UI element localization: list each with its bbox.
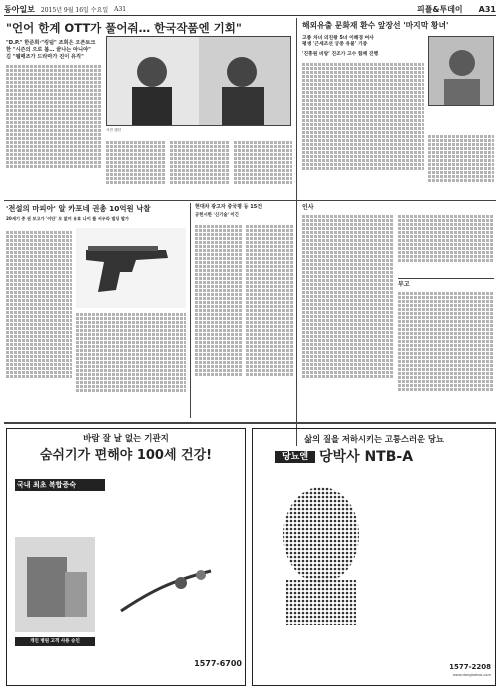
story4-body-2 — [246, 224, 294, 416]
story3-body-2 — [76, 312, 186, 412]
right-story-headline: 해외유출 문화재 환수 앞장선 '마지막 황녀' — [302, 21, 449, 30]
ad-left-headline: 숨쉬기가 편해야 100세 건강! — [39, 448, 213, 463]
top-story-subhead-1: "D.P." 한준희·"킹덤" 조희은 오픈토크 — [6, 40, 96, 46]
people-list-2 — [398, 214, 494, 274]
ad-left-product: 국내 최초 복합증숙 — [15, 479, 105, 491]
column-rule — [296, 18, 297, 446]
right-story-subhead-1: 고종 차녀 의친왕 5녀 이해경 여사 — [302, 36, 374, 41]
ad-left-illustration — [111, 561, 239, 621]
ad-right-tagline: 삶의 질을 저하시키는 고통스러운 당뇨 — [304, 434, 444, 444]
page-number: A31 — [478, 4, 496, 14]
ad-right-phone[interactable]: 1577-2208 — [449, 663, 491, 671]
halftone-portrait-icon — [261, 475, 381, 625]
ad-right-brand: 당뇨엔 — [275, 451, 315, 463]
top-story-body-3 — [170, 140, 230, 195]
obit-rule — [398, 278, 494, 279]
story4-headline: 현대차 광고자 중국평 등 15건 — [195, 204, 263, 210]
product-box-icon — [15, 537, 95, 632]
ad-left-footnote — [15, 649, 145, 681]
ad-left-phone[interactable]: 1577-6700 — [194, 659, 242, 668]
story3-subhead: 20세기 중 권 보고가 '이단' 모 없어 유효 나이 플 서우라 빌딩 발가 — [6, 216, 129, 221]
people-list — [302, 214, 394, 419]
top-story-body — [6, 64, 101, 194]
people-title: 인사 — [302, 204, 314, 211]
story4-subhead: 공헌시한 '신기술' 이긴 — [195, 213, 239, 218]
pistol-icon — [76, 228, 186, 308]
right-story-subhead-3: '진흥원 비랑' 진조가 고수 함께 진행 — [302, 52, 379, 57]
obit-title: 부고 — [398, 281, 410, 288]
top-story-subheads — [6, 40, 101, 60]
story3-headline: '전설의 마피아' 알 카포네 권총 10억원 낙찰 — [6, 204, 151, 213]
issue-date: 2015년 9월 16일 수요일 — [40, 6, 109, 14]
right-story-subheads — [302, 36, 422, 48]
top-story-photo — [106, 36, 291, 126]
ad-left-copy — [15, 495, 95, 535]
section-title: 피플&투데이 — [417, 4, 463, 14]
ad-left[interactable] — [6, 428, 246, 686]
column-rule-2 — [190, 203, 191, 418]
newspaper-name: 동아일보 — [4, 4, 35, 14]
top-story-body-4 — [234, 140, 292, 195]
story3-body — [6, 230, 72, 415]
right-story-photo — [428, 36, 494, 106]
portrait-photo — [429, 37, 494, 106]
ad-right-web[interactable]: www.dangbaksa.com — [452, 673, 491, 677]
right-story-body — [302, 62, 424, 197]
obit-list — [398, 291, 494, 419]
right-story-body-2 — [428, 134, 494, 198]
pistol-photo — [76, 228, 186, 308]
ad-left-description — [107, 479, 239, 559]
ad-divider — [4, 422, 496, 424]
story4-body — [195, 224, 243, 416]
section-rule — [4, 200, 496, 201]
page-header — [4, 3, 496, 16]
ad-left-product-photo — [15, 537, 95, 632]
ad-left-badge: 개인 병원 고객 사용 승인 — [15, 637, 95, 646]
top-story-body-2 — [106, 140, 166, 195]
issue-number: A31 — [114, 5, 127, 13]
ad-left-tagline: 바람 잘 날 없는 기관지 — [83, 434, 169, 444]
top-story-headline: "언어 한계 OTT가 풀어줘… 한국작품엔 기회" — [6, 21, 242, 35]
top-story-photo-caption: 사진 캡션 — [106, 128, 122, 132]
ad-right-copy — [385, 479, 489, 619]
ad-right-address — [261, 629, 431, 659]
top-story-subhead-3: 김 "웹매조가 드라마가 진이 유직" — [6, 53, 84, 60]
top-story-subhead-2: 한 "시즌의 으로 봄… 끝나는 아니야" — [6, 46, 91, 53]
ad-right[interactable] — [252, 428, 496, 686]
ad-right-portrait — [261, 475, 381, 625]
ad-right-headline: 당박사 NTB-A — [319, 449, 414, 465]
right-story-subhead-2: 평생 '근세조선 궁중 유물' 기증 — [302, 42, 368, 48]
branch-illustration-icon — [111, 561, 239, 621]
right-story-photo-caption — [428, 108, 494, 132]
two-men-photo — [107, 37, 291, 126]
